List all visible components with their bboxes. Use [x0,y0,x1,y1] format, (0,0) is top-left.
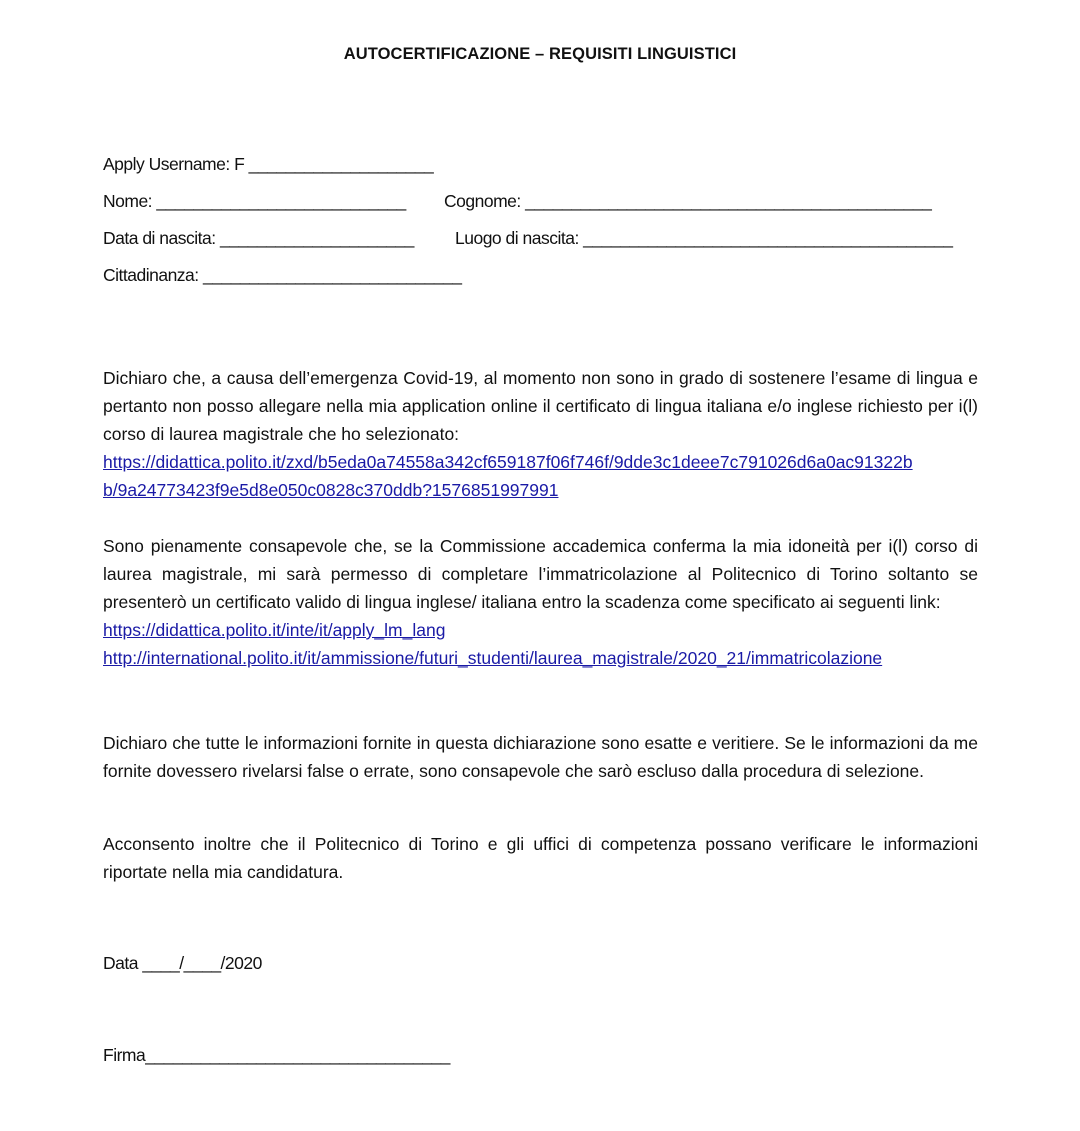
date-field[interactable]: Data ____/____/2020 [103,953,262,973]
field-username[interactable]: Apply Username: F ____________________ [103,154,434,174]
corso-link-line1[interactable]: https://didattica.polito.it/zxd/b5eda0a74558a342cf659187f06f746f/9dde3c1deee7c791026d6a0ac91322b [103,452,913,472]
field-nome[interactable]: Nome: ___________________________ [103,191,406,211]
field-cognome[interactable]: Cognome: ____________________________________________ [444,191,932,211]
paragraph-covid-text: Dichiaro che, a causa dell’emergenza Covid-19, al momento non sono in grado di sostenere l’esame di lingua e pertanto non posso allegare nella mia application online il certificato di lingua italiana e/o inglese richiesto per i(l) corso di laurea magistrale che ho selezionato: [103,368,978,444]
paragraph-awareness [103,532,978,672]
apply-lang-link[interactable]: https://didattica.polito.it/inte/it/apply_lm_lang [103,620,446,640]
document-title: AUTOCERTIFICAZIONE – REQUISITI LINGUISTICI [343,45,737,63]
paragraph-consent: Acconsento inoltre che il Politecnico di Torino e gli uffici di competenza possano verificare le informazioni riportate nella mia candidatura. [103,834,978,882]
immatricolazione-link[interactable]: http://international.polito.it/it/ammissione/futuri_studenti/laurea_magistrale/2020_21/immatricolazione [103,648,883,668]
paragraph-truthfulness: Dichiaro che tutte le informazioni fornite in questa dichiarazione sono esatte e veritiere. Se le informazioni da me fornite dovessero rivelarsi false o errate, sono consapevole che sarò escluso dalla procedura di selezione. [103,733,978,781]
field-data-nascita[interactable]: Data di nascita: _____________________ [103,228,414,248]
field-cittadinanza[interactable]: Cittadinanza: ____________________________ [103,265,462,285]
signature-field[interactable]: Firma_________________________________ [103,1045,450,1065]
paragraph-covid-declaration [103,364,978,504]
corso-link-line2[interactable]: b/9a24773423f9e5d8e050c0828c370ddb?1576851997991 [103,480,559,500]
field-luogo-nascita[interactable]: Luogo di nascita: ________________________________________ [455,228,953,248]
paragraph-awareness-text: Sono pienamente consapevole che, se la Commissione accademica conferma la mia idoneità per i(l) corso di laurea magistrale, mi sarà permesso di completare l’immatricolazione al Politecnico di Torino soltanto se presenterò un certificato valido di lingua inglese/ italiana entro la scadenza come specificato ai seguenti link: [103,536,978,612]
